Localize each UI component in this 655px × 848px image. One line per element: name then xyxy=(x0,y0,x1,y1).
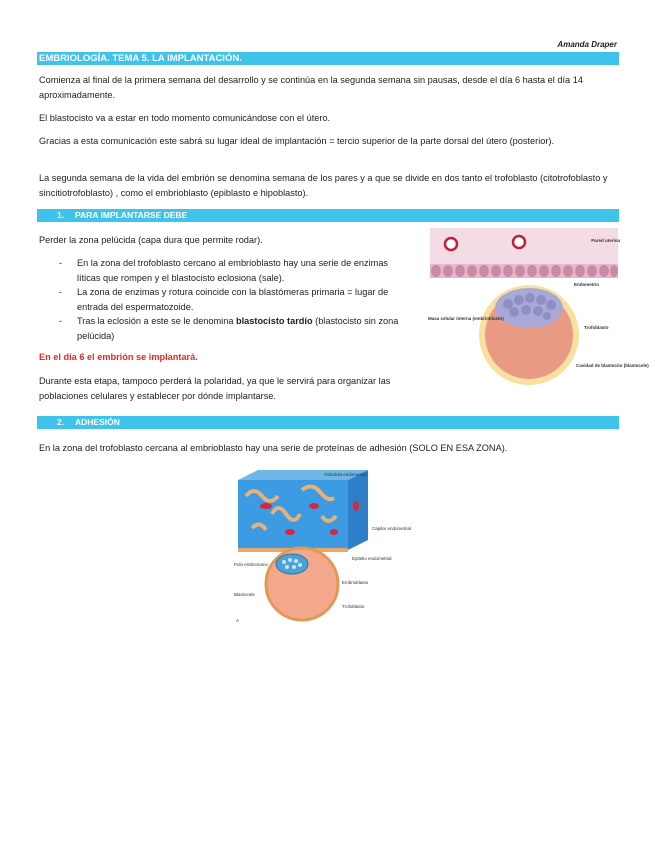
list-item xyxy=(39,314,411,343)
gland-circle xyxy=(445,238,457,250)
author-name: Amanda Draper xyxy=(557,40,617,49)
intro-paragraph-1: Comienza al final de la primera semana del desarrollo y se continúa en la segunda semana sin pausas, desde el día 6 hasta el día 14 aproximadamente. xyxy=(39,75,583,100)
panel-letter: A xyxy=(236,618,240,623)
label-inner-cell-mass: Masa celular interna (embrioblasto) xyxy=(428,316,504,321)
embryoblast xyxy=(276,554,308,574)
section-1-closing: Durante esta etapa, tampoco perderá la polaridad, ya que le servirá para organizar las poblaciones celulares y establecer por dónde implantarse. xyxy=(39,376,391,401)
endometrium-cell-layer xyxy=(430,264,618,278)
section-2-text: En la zona del trofoblasto cercana al embrioblasto hay una serie de proteínas de adhesión (SOLO EN ESA ZONA). xyxy=(39,443,508,453)
section-2-number: 2. xyxy=(57,417,65,427)
intro-paragraph-3: Gracias a esta comunicación este sabrá su lugar ideal de implantación = tercio superior de la parte dorsal del útero (posterior). xyxy=(39,136,555,146)
list-item xyxy=(39,285,411,314)
bullet-dash: - xyxy=(59,258,63,268)
document-title: EMBRIOLOGÍA. TEMA 5. LA IMPLANTACIÓN. xyxy=(37,52,619,65)
label-trophoblast: Trofoblasto xyxy=(342,604,365,609)
section-1-lead: Perder la zona pelúcida (capa dura que permite rodar). xyxy=(39,235,263,245)
label-embryoblast: Embrioblasto xyxy=(342,580,369,585)
label-uterine-wall: Pared uterina xyxy=(591,238,620,243)
bullet-dash: - xyxy=(59,316,63,326)
intro-paragraph-4: La segunda semana de la vida del embrión se denomina semana de los pares y a que se divide en dos tanto el trofoblasto (citotrofoblasto y sincitiotrofoblasto) , como el embrioblasto (epiblasto e hipoblasto). xyxy=(39,173,608,198)
bullet-text: La zona de enzimas y rotura coincide con la blastómeras primaria = lugar de entrada del espermatozoide. xyxy=(77,287,389,312)
label-epithelium: Epitelio endometrial xyxy=(352,556,392,561)
label-embryonic-pole: Polo embrionario xyxy=(234,562,269,567)
section-1-header xyxy=(37,209,619,222)
section-2-title: ADHESIÓN xyxy=(75,417,120,427)
intro-paragraph-2: El blastocisto va a estar en todo momento comunicándose con el útero. xyxy=(39,113,331,123)
adhesion-diagram xyxy=(232,466,428,626)
label-trophoblast: Trofoblasto xyxy=(584,325,609,330)
bullet-text-part: Tras la eclosión a este se le denomina xyxy=(77,316,236,326)
section-1-bullet-list xyxy=(39,256,411,343)
list-item xyxy=(39,256,411,285)
section-2-header xyxy=(37,416,619,429)
section-1-highlight: En el día 6 el embrión se implantará. xyxy=(39,352,198,362)
bullet-text xyxy=(77,314,411,343)
bullet-bold-term: blastocisto tardío xyxy=(236,316,313,326)
section-1-title: PARA IMPLANTARSE DEBE xyxy=(75,210,188,220)
bullet-dash: - xyxy=(59,287,63,297)
bullet-text: En la zona del trofoblasto cercano al embrioblasto hay una serie de enzimas líticas que rompen y el blastocisto eclosiona (sale). xyxy=(77,258,389,283)
gland-circle xyxy=(513,236,525,248)
blastocyst-diagram xyxy=(426,228,649,380)
label-capillary: Capilar endometrial xyxy=(372,526,412,531)
bullet-text-part: (blastocisto sin zona pelúcida) xyxy=(77,316,399,341)
label-gland: Glándula endometrial xyxy=(324,472,367,477)
section-1-number: 1. xyxy=(57,210,65,220)
label-blastocele: Blastocele xyxy=(234,592,255,597)
label-endometrium: Endometrio xyxy=(574,282,600,287)
label-cavity: Cavidad de blastocito (blastocele) xyxy=(576,363,649,368)
tissue-side-face xyxy=(348,470,368,550)
